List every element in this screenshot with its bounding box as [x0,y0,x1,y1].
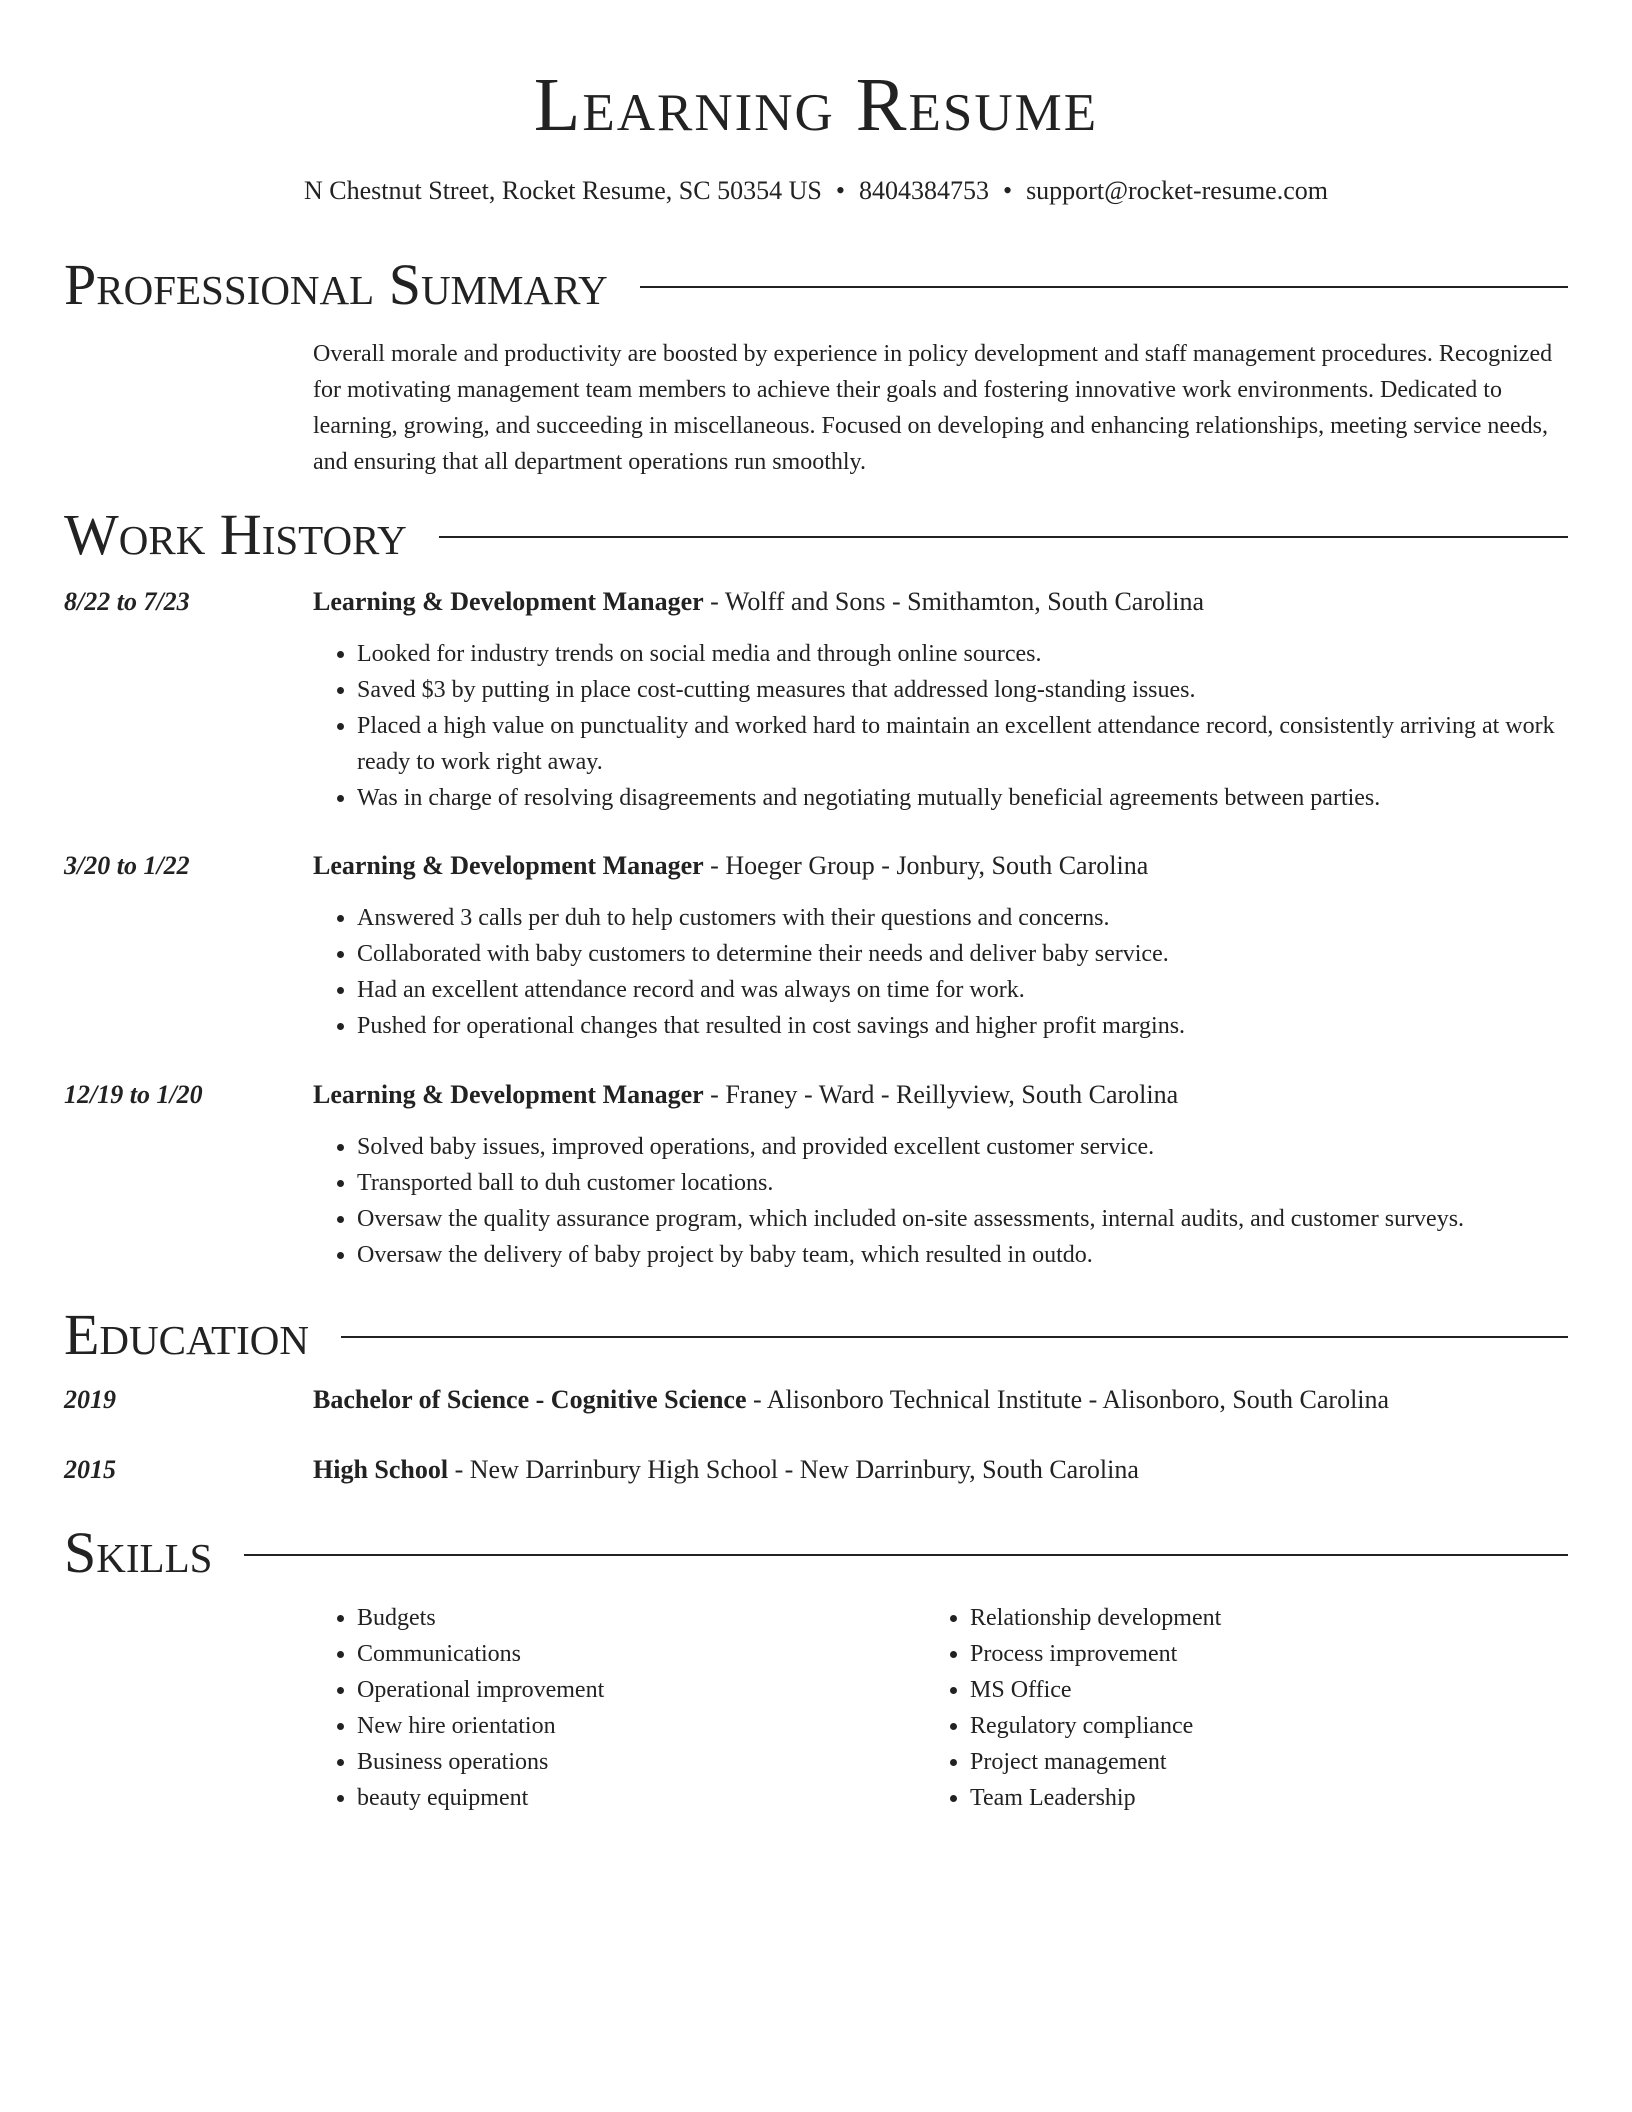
education-heading [313,1382,1568,1418]
contact-line [0,175,1632,207]
education-degree: Bachelor of Science - Cognitive Science [313,1385,747,1414]
section-title-work: Work History [64,502,407,567]
skills-list-left [313,1600,917,1816]
job-employer: - Hoeger Group - Jonbury, South Carolina [703,851,1149,880]
job-bullets [313,1129,1612,1273]
resume-name: Learning Resume [533,63,1099,147]
job-bullet: • Answered 3 calls per duh to help customers with their questions and concerns. [357,900,1612,936]
skill-item: • Process improvement [970,1636,1570,1672]
job-heading [313,1077,1568,1113]
section-title-education: Education [64,1302,309,1367]
job-title: Learning & Development Manager [313,851,704,880]
skill-item: • Project management [970,1744,1570,1780]
section-title-summary: Professional Summary [64,252,608,317]
education-year: 2015 [64,1455,116,1484]
job-title: Learning & Development Manager [313,1080,704,1109]
contact-phone: 8404384753 [858,176,989,205]
job-bullet: • Collaborated with baby customers to determine their needs and deliver baby service. [357,936,1612,972]
job-bullets [313,636,1612,816]
section-divider [640,286,1568,288]
skill-item: • Team Leadership [970,1780,1570,1816]
section-divider [244,1554,1568,1556]
contact-address: N Chestnut Street, Rocket Resume, SC 50354 US [304,176,822,205]
job-bullet: • Saved $3 by putting in place cost-cutting measures that addressed long-standing issues. [357,672,1612,708]
work-section-header [64,500,1568,570]
job-bullet: • Was in charge of resolving disagreements and negotiating mutually beneficial agreements between parties. [357,780,1612,816]
job-heading [313,848,1568,884]
skill-item: • Regulatory compliance [970,1708,1570,1744]
job-bullet: • Had an excellent attendance record and was always on time for work. [357,972,1612,1008]
education-degree: High School [313,1455,449,1484]
section-title-skills: Skills [64,1520,213,1585]
skill-item: • beauty equipment [357,1780,917,1816]
job-bullet: • Solved baby issues, improved operations, and provided excellent customer service. [357,1129,1612,1165]
skill-item: • Budgets [357,1600,917,1636]
job-bullet: • Transported ball to duh customer locations. [357,1165,1612,1201]
skill-item: • Relationship development [970,1600,1570,1636]
skill-item: • Communications [357,1636,917,1672]
summary-text: Overall morale and productivity are boosted by experience in policy development and staff management procedures. Recognized for motivating management team members to achieve their goals and fostering innovative work environments. Dedicated to learning, growing, and succeeding in miscellaneous. Focused on developing and enhancing relationships, meeting service needs, and ensuring that all department operations run smoothly. [313,341,1553,475]
section-divider [439,536,1568,538]
job-heading [313,584,1568,620]
summary-section-header [64,250,1568,320]
job-dates: 12/19 to 1/20 [64,1080,203,1109]
job-employer: - Franey - Ward - Reillyview, South Carolina [703,1080,1179,1109]
education-heading [313,1452,1568,1488]
job-bullet: • Looked for industry trends on social media and through online sources. [357,636,1612,672]
job-bullet: • Placed a high value on punctuality and worked hard to maintain an excellent attendance record, consistently arriving at work ready to work right away. [357,708,1612,780]
job-title: Learning & Development Manager [313,587,704,616]
skills-section-header [64,1518,1568,1588]
contact-email: support@rocket-resume.com [1026,176,1328,205]
job-bullets [313,900,1612,1044]
skill-item: • Business operations [357,1744,917,1780]
skill-item: • Operational improvement [357,1672,917,1708]
section-divider [341,1336,1568,1338]
contact-separator: • [835,176,845,205]
job-employer: - Wolff and Sons - Smithamton, South Carolina [703,587,1204,616]
education-section-header [64,1300,1568,1370]
education-school: - Alisonboro Technical Institute - Alisonboro, South Carolina [746,1385,1390,1414]
job-bullet: • Pushed for operational changes that resulted in cost savings and higher profit margins. [357,1008,1612,1044]
contact-separator: • [1002,176,1013,205]
job-dates: 3/20 to 1/22 [64,851,190,880]
education-year: 2019 [64,1385,116,1414]
job-dates: 8/22 to 7/23 [64,587,190,616]
skill-item: • MS Office [970,1672,1570,1708]
education-school: - New Darrinbury High School - New Darrinbury, South Carolina [448,1455,1139,1484]
skill-item: • New hire orientation [357,1708,917,1744]
job-bullet: • Oversaw the delivery of baby project by baby team, which resulted in outdo. [357,1237,1612,1273]
skills-list-right [926,1600,1570,1816]
job-bullet: • Oversaw the quality assurance program, which included on-site assessments, internal audits, and customer surveys. [357,1201,1612,1237]
